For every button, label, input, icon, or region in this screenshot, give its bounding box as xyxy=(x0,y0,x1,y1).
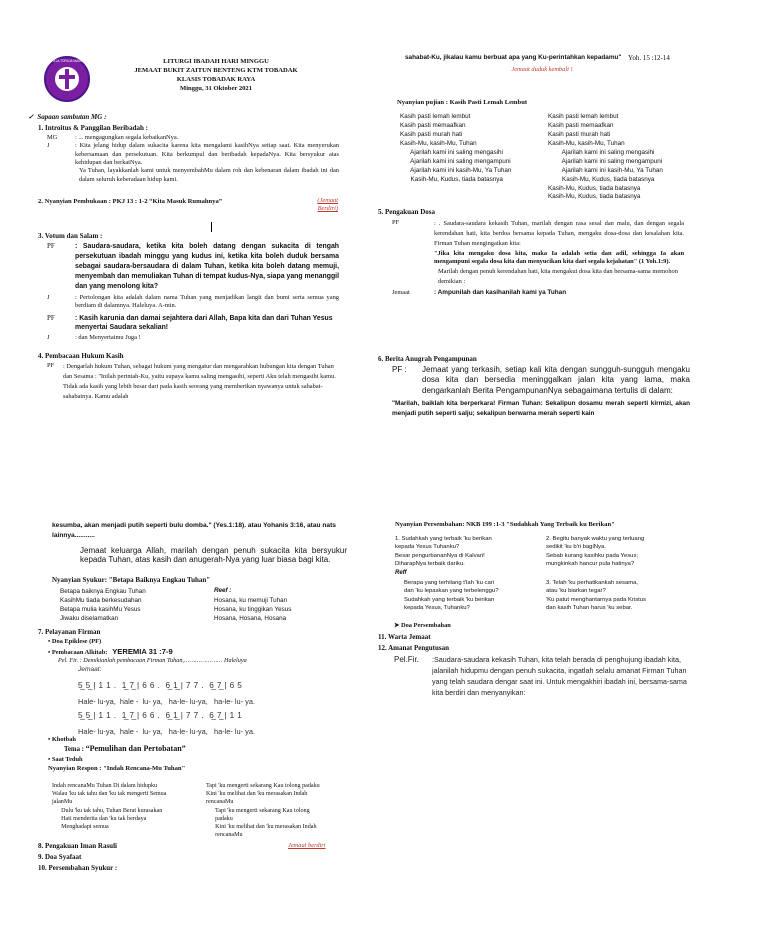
logo-text: GEREJA TORAJA MAMASA xyxy=(46,59,88,63)
haleluya-notes-1: 5̲ 5̲ | 1 1 . 1̲ 7̲ | 6 6 . 6̲ 1̲ | 7 7 . 6̲ 7̲ | 6 5 xyxy=(78,681,243,690)
top-quote-ref: Yoh. 15 :12-14 xyxy=(628,54,670,62)
section-10-title: 10. Persembahan Syukur : xyxy=(38,864,118,872)
liturgy-header xyxy=(96,58,336,94)
jemaat-label: Jemaat: xyxy=(78,666,102,673)
mg-text: : ... mengagungkan segala kebaikanNya. xyxy=(75,134,179,141)
syukur-reff: Hosana, ku memuji Tuhan Hosana, ku tinggikan Yesus Hosana, Hosana, Hosana xyxy=(214,597,292,623)
pelfir-label: Pel.Fir. xyxy=(394,655,419,664)
nkb-verse-2: 2. Begitu banyak waktu yang terluang sedikit 'ku b'ri bagiNya. Sebab kurang kasihku pada Yesus; mungkinkah hancur pula hatinya? xyxy=(546,536,645,567)
nkb-verse-1: 1. Sudahkah yang terbaik 'ku berikan kepada Yesus Tuhanku? Besar pengurbananNya di Kalvari! DiharapNya terbaik dariku. xyxy=(395,536,492,567)
pf-text: : Dengarlah hukum Tuhan, sebagai hukum yang mengatur dan mengarahkan hubungan kita dengan Tuhan dan Sesama : "Inilah perintah-Ku, yaitu supaya kamu saling mengasihi, seperti Aku telah mengasihi kamu. Tidak ada kasih yang lebih besar dari pada kasih seorang yang memberikan nyawanya untuk sahabat-sahabatnya. Kamu adalah xyxy=(63,363,336,400)
section-6-body xyxy=(392,365,690,419)
pf-label: PF xyxy=(47,362,55,369)
haleluya-lyrics-1: Hale- lu-ya, hale - lu- ya, ha-le- lu-ya, ha-le- lu- ya. xyxy=(78,697,256,706)
section-11-title: 11. Warta Jemaat xyxy=(378,633,431,641)
section-3-body xyxy=(47,242,339,342)
pf-text-2: : Kasih karunia dan damai sejahtera dari Allah, Bapa kita dan dari Tuhan Yesus menyertai Saudara sekalian! xyxy=(75,314,333,332)
hymn-title: Nyanyian pujian : Kasih Pasti Lemah Lembut xyxy=(397,99,528,106)
nkb-reff: Berapa yang terhilang t'lah 'ku cari dan 'ku lepaskan yang terbelenggu? Sudahkah yang terbaik 'ku berikan kepada Yesus, Tuhanku? xyxy=(404,580,499,611)
section-7-title: 7. Pelayanan Firman xyxy=(38,628,101,636)
respon-verse-left: Indah rencanaMu Tuhan Di dalam hidupku Walau 'ku tak tahu dan 'ku tak mengerti Semua jalanMu Dulu 'ku tak tahu, Tuhan Berat kurasakan Hati menderita dan 'ku tak berdaya Menghadapi semua xyxy=(52,783,167,831)
top-quote: sahabat-Ku, jikalau kamu berbuat apa yang Ku-perintahkan kepadamu" xyxy=(405,54,622,61)
pf-label-2: PF xyxy=(47,314,55,322)
section-9-title: 9. Doa Syafaat xyxy=(38,853,82,861)
jemaat-label: Jemaat xyxy=(392,289,410,297)
pf-text: : Saudara-saudara, ketika kita boleh datang dengan sukacita di tengah persekutuan ibadah minggu yang kudus ini, ketika kita boleh duduk bersama sebagai saudara-bersaudara di dalam Tuhan, ketika kita boleh datang memuji, menyembah dan memuliakan Tuhan di tempat kudus-Nya, siapa yang menanggil dan yang menolong kita? xyxy=(75,243,339,290)
amanat-text: :Saudara-saudara kekasih Tuhan, kita telah berada di penghujung ibadah kita, jalanilah hidupmu dengan penuh sukacita, ingatlah selalu amanat Firman Tuhan yang telah saudara dengar saat ini. Untuk mengakhiri ibadah ini, bersama-sama kita berdiri dan menyanyikan: xyxy=(432,655,687,698)
pf-text: Jemaat yang terkasih, setiap kali kita dengan sungguh-sungguh mengaku dosa kita dan bersedia meninggalkan jalan kita yang lama, maka dengarkanlah Berita PengampunanNya sebagaimana tertulis di dalam: xyxy=(422,365,690,395)
section-3-title: 3. Votum dan Salam : xyxy=(38,232,103,240)
pf-label: PF : xyxy=(392,365,407,374)
liturgy-title: LITURGI IBADAH HARI MINGGU xyxy=(163,58,269,65)
section-2-note: (Jemaat Berdiri) xyxy=(317,197,338,213)
nkb-verse-3: 3. Telah 'ku perhatikankah sesama, atau 'ku biarkan tegar? 'Ku patut menghantarnya pada Kristus dan kasih Tuhan harus 'ku sebar. xyxy=(546,580,647,611)
j-text-2: : dan Menyertaimu Juga ! xyxy=(75,333,141,341)
j-label-2: J xyxy=(47,333,50,341)
section-1-body xyxy=(47,134,339,184)
confession-after: Marilah dengan penuh kerendahan hati, kita mengakui dosa kita dan bersama-sama memohon demikian : xyxy=(438,268,678,286)
sermon-theme: Tema : “Pemulihan dan Pertobatan” xyxy=(64,744,186,753)
persembahan-title: Nyanyian Persembahan: NKB 199 :1-3 "Sudahkah Yang Terbaik ku Berikan" xyxy=(395,521,615,528)
saat-teduh: • Saat Teduh xyxy=(48,756,83,763)
church-logo xyxy=(44,56,90,102)
respon-title: Nyanyian Respon : "Indah Rencana-Mu Tuhan" xyxy=(48,765,186,772)
section-4-title: 4. Pembacaan Hukum Kasih xyxy=(38,352,124,360)
klasis-name: KLASIS TOBADAK RAYA xyxy=(176,75,256,83)
section-1-title: 1. Introitus & Panggilan Beribadah : xyxy=(38,124,148,132)
j-label: J xyxy=(47,294,50,301)
j-label: J xyxy=(47,142,50,150)
epiklese: • Doa Epiklese (PF) xyxy=(48,638,102,645)
pelfir-line: Pel. Fir. : Demikianlah pembacaan Firman Tuhan,………………… Haleluya xyxy=(58,657,247,664)
j-text-2: Ya Tuhan, layakkanlah kami untuk menyembahMu dalam roh dan kebenaran dalam ibadah ini dan dalam seluruh keberadaan hidup kami. xyxy=(79,167,339,183)
syukur-title: Nyanyian Syukur: "Betapa Baiknya Engkau Tuhan" xyxy=(52,576,211,584)
top-note: Jemaat duduk kembali ! xyxy=(511,66,573,73)
hymn-verse-left: Kasih pasti lemah lembut Kasih pasti memaafkan Kasih pasti murah hati Kasih-Mu, kasih-Mu, Tuhan Ajarilah kami ini saling mengasihi Ajarilah kami ini saling mengampuni Ajarilah kami ini kasih-Mu, Ya Tuhan Kasih-Mu, Kudus, tiada batasnya xyxy=(400,113,512,183)
section-2-title: 2. Nyanyian Pembukaan : PKJ 13 : 1-2 “Kita Masuk Rumahnya” xyxy=(38,198,223,205)
haleluya-lyrics-2: Hale- lu-ya, hale - lu- ya, ha-le- lu-ya, ha-le- lu- ya. xyxy=(78,727,256,736)
syukur-verse: Betapa baiknya Engkau Tuhan KasihMu tiada berkesudahan Betapa mulia kasihMu Yesus Jiwaku diselamatkan xyxy=(60,588,146,623)
doa-persembahan: ➤ Doa Persembahan xyxy=(394,622,451,629)
respon-verse-right: Tapi 'ku mengerti sekarang Kau tolong padaku Kini 'ku melihat dan 'ku merasakan Indah rencanaMu Tapi 'ku mengerti sekarang Kau tolong padaku Kini 'ku melihat dan 'ku merasakan Indah rencanaMu xyxy=(206,783,320,839)
pardon-quote: "Marilah, baiklah kita berperkara! Firman Tuhan: Sekalipun dosamu merah seperti kirmizi, akan menjadi putih seperti salju; sekalipun berwarna merah seperti kain xyxy=(392,400,690,418)
jemaat-text: : Ampunilah dan kasihanilah kami ya Tuhan xyxy=(434,289,567,297)
nkb-reff-label: Reff xyxy=(395,570,407,576)
pf-label: PF xyxy=(392,219,400,226)
haleluya-notes-2: 5̲ 5̲ | 1 1 . 1̲ 7̲ | 6 6 . 6̲ 1̲ | 7 7 . 6̲ 7̲ | 1 1 xyxy=(78,711,243,720)
section-8-note: Jemaat berdiri xyxy=(288,842,326,849)
section-8-title: 8. Pengakuan Iman Rasuli xyxy=(38,842,117,850)
section-12-title: 12. Amanat Pengutusan xyxy=(378,644,449,652)
bible-reading: • Pembacaan Alkitab: YEREMIA 31 :7-9 xyxy=(48,647,173,656)
j-text: : Pertolongan kita adalah dalam nama Tuhan yang menjadikan langit dan bumi serta semua yang berdiam di dalamnya. Haleluya. A-min. xyxy=(75,294,339,310)
khotbah: • Khotbah xyxy=(48,736,76,743)
pf-text: : . Saudara-saudara kekasih Tuhan, marilah dengan rasa sesal dan malu, dan dengan segala kerendahan hati, kita berdoa bersama kepada Tuhan, mengaku dosa-dosa dan kesalahan kita. Firman Tuhan mengingatkan kita: xyxy=(434,220,684,247)
section-5-title: 5. Pengakuan Dosa xyxy=(378,208,435,216)
syukur-reff-label: Reef : xyxy=(214,587,232,594)
pf-label: PF xyxy=(47,243,55,250)
amanat-body xyxy=(394,654,690,699)
section-6-title: 6. Berita Anugrah Pengampunan xyxy=(378,355,477,363)
bible-reading-ref: YEREMIA 31 :7-9 xyxy=(112,647,173,656)
j-text: : Kita jelang hidup dalam sukacita karena kita mengalami kasihNya setiap saat. Kita menyerukan kebersamaan dan persekutuan. Kita berkumpul dan beribadah kepadaNya. Kita bersyukur atas kehidupan dan berkatNya. xyxy=(75,142,339,166)
section-4-body xyxy=(47,362,339,402)
jemaat-paragraph: Jemaat keluarga Allah, marilah dengan penuh sukacita kita bersyukur kepada Tuhan, atas kasih dan anugerah-Nya yang luar biasa bagi kita. xyxy=(80,546,347,565)
hymn-verse-right: Kasih pasti lemah lembut Kasih pasti memaafkan Kasih pasti murah hati Kasih-Mu, kasih-Mu, Tuhan Ajarilah kami ini saling mengasihi Ajarilah kami ini saling mengampuni Ajarilah kami ini kasih-Mu, Ya Tuhan Kasih-Mu, Kudus, tiada batasnya Kasih-Mu, Kudus, tiada batasnya Kasih-Mu, Kudus, tiada batasnya xyxy=(548,113,663,201)
section-5-body xyxy=(392,219,684,298)
church-name: JEMAAT BUKIT ZAITUN BENTENG KTM TOBADAK xyxy=(134,66,298,74)
service-date: Minggu, 31 Oktober 2021 xyxy=(179,84,253,92)
confession-quote: "Jika kita mengaku dosa kita, maka Ia adalah setia dan adil, sehingga Ia akan mengampuni segala dosa kita dan menyucikan kita dari segala kejahatan" (1 Yoh.1:9). xyxy=(434,249,684,266)
text-cursor xyxy=(211,222,212,232)
sapaan-heading: ✓ Sapaan sambutan MG : xyxy=(28,113,107,121)
pardon-quote-end: kesumba, akan menjadi putih seperti bulu domba." (Yes.1:18). atau Yohanis 3:16, atau nats lainnya........... xyxy=(52,522,336,539)
mg-label: MG xyxy=(47,134,58,141)
